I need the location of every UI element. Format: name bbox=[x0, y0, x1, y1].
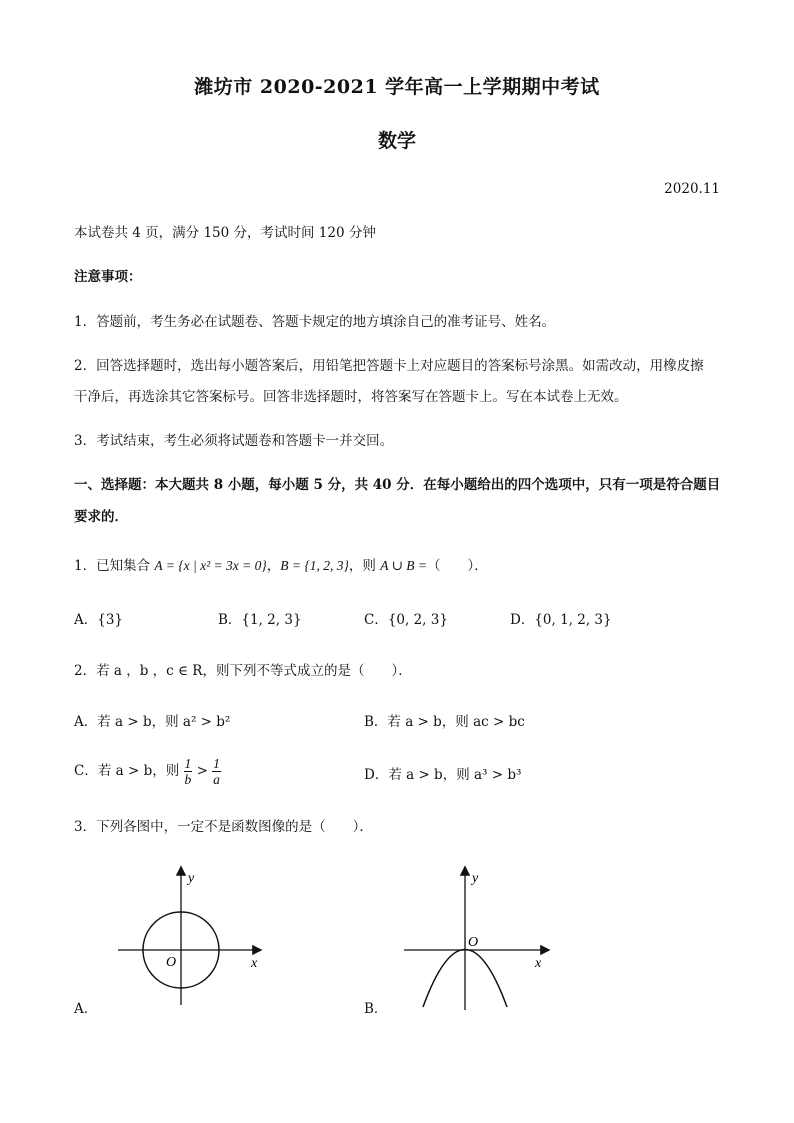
x-axis-label: x bbox=[251, 956, 258, 971]
graph-a-circle bbox=[110, 862, 270, 1012]
q2-option-d: D．若 a > b，则 a³ > b³ bbox=[364, 767, 522, 783]
notes-item-3: 3．考试结束，考生必须将试题卷和答题卡一并交回。 bbox=[74, 433, 394, 449]
page-title: 潍坊市 2020-2021 学年高一上学期期中考试 bbox=[194, 76, 600, 98]
q2-option-c-gt: > bbox=[196, 763, 208, 779]
q2-option-a: A．若 a > b，则 a² > b² bbox=[74, 714, 231, 730]
q1-option-b: B．{1, 2, 3} bbox=[218, 612, 302, 628]
section-heading-line-2: 要求的． bbox=[74, 509, 128, 525]
q1-option-a: A．{3} bbox=[74, 612, 124, 628]
graph-b-parabola bbox=[398, 862, 558, 1014]
q1-option-d: D．{0, 1, 2, 3} bbox=[510, 612, 612, 628]
q1-mid: ，则 bbox=[348, 558, 381, 574]
q1-set-a: A = {x | x² = 3x = 0} bbox=[154, 558, 267, 573]
exam-intro: 本试卷共 4 页，满分 150 分，考试时间 120 分钟 bbox=[74, 225, 376, 241]
y-axis-label: y bbox=[472, 871, 479, 886]
question-3-stem: 3．下列各图中，一定不是函数图像的是（ ）． bbox=[74, 819, 373, 835]
fraction-1-over-a: $\frac{1}{a}$ bbox=[213, 756, 220, 787]
q1-prefix: 1．已知集合 bbox=[74, 558, 155, 574]
q1-option-c: C．{0, 2, 3} bbox=[364, 612, 448, 628]
question-1-stem bbox=[74, 557, 488, 575]
fraction-1-over-b: $\frac{1}{b}$ bbox=[184, 756, 192, 787]
q2-option-b: B．若 a > b，则 ac > bc bbox=[364, 714, 525, 730]
origin-label: O bbox=[468, 935, 479, 950]
q2-option-c-prefix: C．若 a > b，则 bbox=[74, 763, 180, 779]
question-2-stem: 2．若 a ，b ，c ∈ R，则下列不等式成立的是（ ）． bbox=[74, 663, 412, 679]
notes-item-2-line-1: 2．回答选择题时，选出每小题答案后，用铅笔把答题卡上对应题目的答案标号涂黑。如需改动，用橡皮擦 bbox=[74, 358, 704, 374]
notes-item-2-line-2: 干净后，再选涂其它答案标号。回答非选择题时，将答案写在答题卡上。写在本试卷上无效。 bbox=[74, 389, 628, 405]
q1-suffix: （ ）． bbox=[427, 558, 488, 574]
q1-set-b: B = {1, 2, 3} bbox=[280, 558, 349, 573]
q2-option-c bbox=[74, 756, 221, 787]
q1-union: A ∪ B = bbox=[380, 558, 428, 573]
q3-option-b-label: B． bbox=[364, 1001, 388, 1017]
x-axis-label: x bbox=[535, 956, 542, 971]
y-axis-label: y bbox=[188, 871, 195, 886]
notes-item-1: 1．答题前，考生务必在试题卷、答题卡规定的地方填涂自己的准考证号、姓名。 bbox=[74, 314, 556, 330]
section-heading-line-1: 一、选择题：本大题共 8 小题，每小题 5 分，共 40 分．在每小题给出的四个选项中，只有一项是符合题目 bbox=[74, 477, 721, 493]
q3-option-a-label: A． bbox=[74, 1001, 98, 1017]
notes-heading: 注意事项： bbox=[74, 269, 142, 285]
origin-label: O bbox=[166, 955, 177, 970]
q1-separator: ， bbox=[266, 558, 281, 574]
exam-date: 2020.11 bbox=[664, 181, 720, 197]
subject-title: 数学 bbox=[377, 130, 416, 152]
